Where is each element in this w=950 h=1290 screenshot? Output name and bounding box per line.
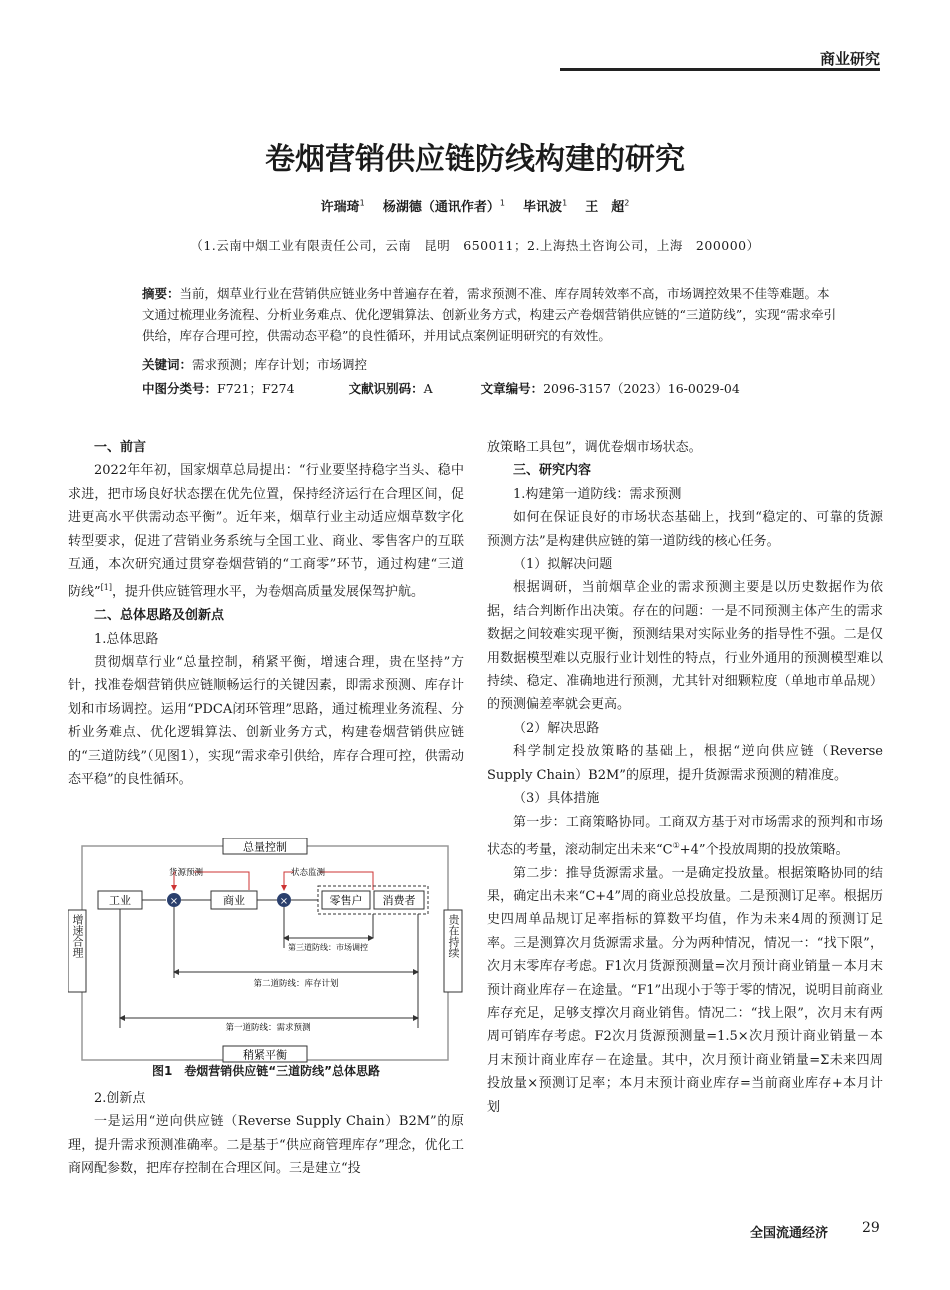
retail-label: 零售户 [329, 894, 363, 907]
article-no-value: 2096-3157（2023）16-0029-04 [543, 381, 740, 396]
commerce-label: 商业 [223, 894, 245, 907]
paragraph-step1: 第一步：工商策略协同。工商双方基于对市场需求的预判和市场状态的考量，滚动制定出未来“C①+4”个投放周期的投放策略。 [487, 814, 883, 858]
figure-caption: 图1 卷烟营销供应链“三道防线”总体思路 [151, 1064, 381, 1078]
heading-approach: （2）解决思路 [513, 720, 600, 736]
left-column [68, 436, 464, 791]
heading-overall-idea: 1.总体思路 [94, 631, 159, 647]
figure-three-lines [68, 838, 464, 1086]
heading-overall: 二、总体思路及创新点 [94, 608, 225, 624]
paragraph-innovation: 一是运用“逆向供应链（Reverse Supply Chain）B2M”的原理，提升需求预测准确率。二是基于“供应商管理库存”理念，优化工商网配参数，把库存控制在合理区间。三是建立“投 [68, 1114, 464, 1177]
keywords-label: 关键词： [142, 357, 193, 372]
industry-label: 工业 [109, 894, 131, 907]
heading-innovation: 2.创新点 [94, 1091, 146, 1106]
heading-research: 三、研究内容 [513, 463, 592, 479]
author-4: 王 超$^2$ [585, 198, 630, 215]
heading-intro: 一、前言 [94, 440, 147, 455]
heading-problem: （1）拟解决问题 [513, 557, 613, 573]
persist-label: 贵在持续 [447, 914, 460, 958]
classification-line [142, 379, 862, 397]
page-number: 29 [862, 1220, 880, 1236]
node-2-cross: × [279, 896, 289, 907]
footer-journal: 全国流通经济 [750, 1226, 829, 1241]
right-column [487, 436, 883, 1119]
ref-1: [1] [100, 583, 112, 593]
forecast-text: 货源预测 [168, 868, 204, 878]
paragraph-problem: 根据调研，当前烟草企业的需求预测主要是以历史数据作为依据，结合判断作出决策。存在的问题：一是不同预测主体产生的需求数据之间较难实现平衡，预测结果对实际业务的指导性不强。二是仅用数据模型难以克服行业计划性的特点，行业外通用的预测模型难以持续、稳定、准确地进行预测，尤其针对细颗粒度（单地市单品规）的预测偏差率就会更高。 [487, 580, 883, 713]
growth-label: 增速合理 [71, 914, 84, 958]
line1-text: 第一道防线：需求预测 [225, 1023, 311, 1033]
doc-value: A [423, 381, 433, 396]
heading-measures: （3）具体措施 [513, 791, 600, 807]
consumer-label: 消费者 [382, 894, 416, 907]
doc-label: 文献识别码： [348, 381, 424, 396]
author-1: 许瑞琦$^1$ [320, 198, 365, 215]
affiliation: （1.云南中烟工业有限责任公司，云南 昆明 650011；2.上海热土咨询公司，上海 200000） [190, 238, 760, 253]
paragraph-first-line: 如何在保证良好的市场状态基础上，找到“稳定的、可靠的货源预测方法”是构建供应链的第一道防线的核心任务。 [487, 510, 883, 549]
clc-label: 中图分类号： [142, 381, 218, 396]
section-tag: 商业研究 [819, 50, 880, 68]
header-rule [560, 68, 880, 71]
abstract [142, 283, 842, 346]
article-no-label: 文章编号： [480, 381, 544, 396]
paragraph-step2: 第二步：推导货源需求量。一是确定投放量。根据策略协同的结果，确定出未来“C+4”周的商业总投放量。二是预测订足率。根据历史四周单品规订足率指标的算数平均值，作为未来4周的预测订足率。三是测算次月货源需求量。分为两种情况，情况一：“找下限”，次月末零库存考虑。F1次月货源预测量=次月预计商业销量－本月末预计商业库存－在途量。“F1”出现小于等于零的情况，说明目前商业库存充足，足够支撑次月商业销售。情况二：“找上限”，次月末有两周可销库存考虑。F2次月货源预测量=1.5×次月预计商业销量－本月末预计商业库存－在途量。其中，次月预计商业销量=Σ未来四周投放量×预测订足率；本月末预计商业库存=当前商业库存+本月计划 [487, 865, 883, 1115]
tight-balance-label: 稍紧平衡 [243, 1048, 287, 1062]
paragraph-intro: 2022年年初，国家烟草总局提出：“行业要坚持稳字当头、稳中求进，把市场良好状态摆在优先位置，保持经济运行在合理区间，促进更高水平供需动态平衡”。近年来，烟草行业主动适应烟草数字化转型要求，促进了营销业务系统与全国工业、商业、零售客户的互联互通，本次研究通过贯穿卷烟营销的“工商零”环节，通过构建“三道防线”[1]，提升供应链管理水平，为卷烟高质量发展保驾护航。 [68, 463, 464, 600]
keywords-text: 需求预测；库存计划；市场调控 [192, 357, 368, 372]
clc-value: F721；F274 [217, 381, 295, 396]
line2-text: 第二道防线：库存计划 [253, 979, 339, 989]
paragraph-overall: 贯彻烟草行业“总量控制，稍紧平衡，增速合理，贵在坚持”方针，找准卷烟营销供应链顺畅运行的关键因素，即需求预测、库存计划和市场调控。运用“PDCA闭环管理”思路，通过梳理业务流程、分析业务难点、优化逻辑算法、创新业务方式，构建卷烟营销供应链的“三道防线”（见图1），实现“需求牵引供给，库存合理可控，供需动态平稳”的良性循环。 [68, 654, 464, 788]
article-title: 卷烟营销供应链防线构建的研究 [265, 142, 685, 177]
line3-text: 第三道防线：市场调控 [288, 943, 368, 952]
abstract-text: 当前，烟草业行业在营销供应链业务中普遍存在着，需求预测不准、库存周转效率不高，市场调控效果不佳等难题。本文通过梳理业务流程、分析业务难点、优化逻辑算法、创新业务方式，构建云产卷烟营销供应链的“三道防线”，实现“需求牵引供给，库存合理可控，供需动态平稳”的良性循环，并用试点案例证明研究的有效性。 [142, 286, 837, 343]
monitor-text: 状态监测 [290, 868, 326, 878]
node-1-cross: × [169, 896, 179, 907]
author-2: 杨湖德（通讯作者）$^1$ [382, 198, 505, 215]
left-column-tail [68, 1087, 464, 1181]
paragraph-continued: 放策略工具包”，调优卷烟市场状态。 [487, 440, 702, 455]
author-3: 毕讯波$^1$ [523, 198, 568, 215]
heading-first-line: 1.构建第一道防线：需求预测 [513, 486, 682, 502]
total-control-label: 总量控制 [243, 840, 287, 854]
keywords [142, 355, 842, 373]
paragraph-approach: 科学制定投放策略的基础上，根据“逆向供应链（Reverse Supply Chain）B2M”的原理，提升货源需求预测的精准度。 [487, 744, 883, 783]
monitor-line [320, 872, 373, 890]
author-list [0, 196, 950, 215]
abstract-label: 摘要： [142, 286, 180, 301]
